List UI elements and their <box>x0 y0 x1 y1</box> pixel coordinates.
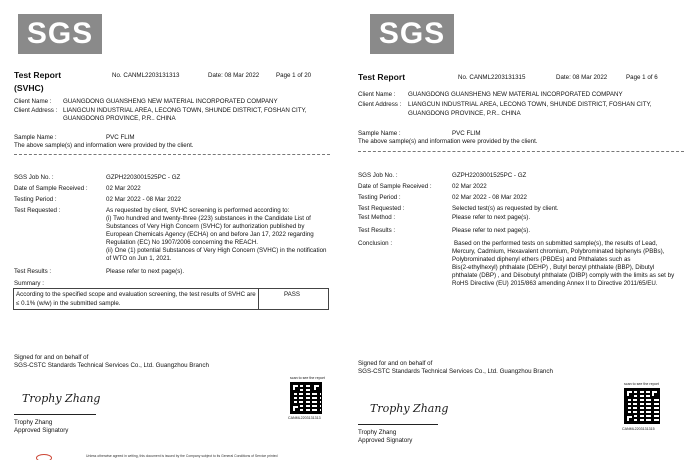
testing-period-label: Testing Period : <box>14 196 57 203</box>
scan-note: scan to see the report <box>290 376 325 380</box>
sgs-logo: SGS <box>18 14 102 54</box>
client-name: GUANGDONG GUANSHENG NEW MATERIAL INCORPORATED COMPANY <box>63 98 278 105</box>
signature-line <box>358 424 438 425</box>
sgs-job-label: SGS Job No. : <box>358 172 398 179</box>
conclusion-line: Based on the performed tests on submitted sample(s), the results of Lead, <box>454 240 658 247</box>
report-number: No. CANML2203131315 <box>458 74 526 81</box>
date-received: 02 Mar 2022 <box>106 185 141 192</box>
client-name-label: Client Name : <box>14 98 52 105</box>
signatory-name: Trophy Zhang <box>358 429 397 436</box>
provided-note: The above sample(s) and information were provided by the client. <box>14 142 194 149</box>
test-requested-line: (i) Two hundred and twenty-three (223) substances in the Candidate List of <box>106 215 311 222</box>
signature-line <box>14 414 96 415</box>
test-requested-label: Test Requested : <box>14 207 61 214</box>
sample-name-label: Sample Name : <box>358 130 401 137</box>
signatory-title: Approved Signatory <box>14 427 69 434</box>
test-results-label: Test Results : <box>358 227 396 234</box>
report-page-rohs <box>350 0 690 460</box>
page-number: Page 1 of 6 <box>626 74 658 81</box>
report-date: Date: 08 Mar 2022 <box>556 74 608 81</box>
test-requested-label: Test Requested : <box>358 205 405 212</box>
signature: Trophy Zhang <box>22 392 101 405</box>
client-address-label: Client Address : <box>14 107 58 114</box>
conclusion-line: Mercury, Cadmium, Hexavalent chromium, Polybrominated biphenyls (PBBs), <box>452 248 665 255</box>
qr-caption: CANML2203131313 <box>288 416 321 420</box>
summary-text-line2: ≤ 0.1% (w/w) in the submitted sample. <box>16 300 121 307</box>
test-requested: Selected test(s) as requested by client. <box>452 205 559 212</box>
date-received-label: Date of Sample Received : <box>358 183 432 190</box>
sgs-logo: SGS <box>370 14 454 54</box>
conclusion-line: RoHS Directive (EU) 2015/863 amending Annex II to Directive 2011/65/EU. <box>452 280 658 287</box>
test-requested-line: As requested by client, SVHC screening is performed according to: <box>106 207 290 214</box>
report-date: Date: 08 Mar 2022 <box>208 72 260 79</box>
page-number: Page 1 of 20 <box>276 72 312 79</box>
test-requested-line: (ii) One (1) potential Substances of Very High Concern (SVHC) in the notification <box>106 247 327 254</box>
testing-period: 02 Mar 2022 - 08 Mar 2022 <box>452 194 527 201</box>
provided-note: The above sample(s) and information were provided by the client. <box>358 138 538 145</box>
signatory-name: Trophy Zhang <box>14 419 53 426</box>
signed-on-behalf: Signed for and on behalf of <box>358 360 433 367</box>
qr-finder <box>312 383 321 392</box>
qr-finder <box>291 383 300 392</box>
report-subtitle: (SVHC) <box>14 83 44 93</box>
client-name: GUANGDONG GUANSHENG NEW MATERIAL INCORPORATED COMPANY <box>408 91 623 98</box>
client-name-label: Client Name : <box>358 91 396 98</box>
conclusion-line: phthalate (DBP) , and Diisobutyl phthalate (DIBP) comply with the limits as set by <box>452 272 675 279</box>
summary-result: PASS <box>284 291 301 298</box>
client-address-line2: GUANGDONG PROVINCE, P.R.. CHINA <box>63 115 176 122</box>
sgs-job-number: GZPH2203001525PC - GZ <box>106 174 181 181</box>
sgs-job-number: GZPH2203001525PC - GZ <box>452 172 527 179</box>
footer-logo <box>36 454 52 460</box>
divider <box>358 151 684 152</box>
sample-name-label: Sample Name : <box>14 134 57 141</box>
divider <box>14 154 330 155</box>
signatory-title: Approved Signatory <box>358 437 413 444</box>
conclusion-line: Bis(2-ethylhexyl) phthalate (DEHP) , Butyl benzyl phthalate (BBP), Dibutyl <box>452 264 655 271</box>
testing-period: 02 Mar 2022 - 08 Mar 2022 <box>106 196 181 203</box>
test-requested-line: Substances of Very High Concern (SVHC) for authorization published by <box>106 223 305 230</box>
test-results-label: Test Results : <box>14 268 52 275</box>
scan-note: scan to see the report <box>624 382 659 386</box>
date-received-label: Date of Sample Received : <box>14 185 88 192</box>
sample-name: PVC FLIM <box>106 134 135 141</box>
client-address-label: Client Address : <box>358 101 402 108</box>
summary-label: Summary : <box>14 280 44 287</box>
sgs-job-label: SGS Job No. : <box>14 174 54 181</box>
signing-company: SGS-CSTC Standards Technical Services Co., Ltd. Guangzhou Branch <box>358 368 553 375</box>
conclusion-label: Conclusion : <box>358 240 393 247</box>
qr-finder <box>650 389 659 398</box>
sample-name: PVC FLIM <box>452 130 481 137</box>
client-address-line1: LIANGCUN INDUSTRIAL AREA, LECONG TOWN, SHUNDE DISTRICT, FOSHAN CITY, <box>63 107 307 114</box>
testing-period-label: Testing Period : <box>358 194 401 201</box>
qr-finder <box>291 404 300 413</box>
test-results: Please refer to next page(s). <box>452 227 531 234</box>
test-method: Please refer to next page(s). <box>452 214 531 221</box>
client-address-line2: GUANGDONG PROVINCE, P.R.. CHINA <box>408 110 521 117</box>
report-title: Test Report <box>14 70 62 80</box>
test-method-label: Test Method : <box>358 214 396 221</box>
report-title: Test Report <box>358 72 406 82</box>
footer-note: Unless otherwise agreed in writing, this document is issued by the Company subject to its General Conditions of Service printed <box>86 454 278 458</box>
qr-finder <box>625 414 634 423</box>
qr-finder <box>625 389 634 398</box>
signed-on-behalf: Signed for and on behalf of <box>14 354 89 361</box>
conclusion-line: Polybrominated diphenyl ethers (PBDEs) and Phthalates such as <box>452 256 631 263</box>
date-received: 02 Mar 2022 <box>452 183 487 190</box>
summary-text-line1: According to the specified scope and evaluation screening, the test results of SVHC are <box>16 291 256 298</box>
signing-company: SGS-CSTC Standards Technical Services Co., Ltd. Guangzhou Branch <box>14 362 209 369</box>
test-requested-line: Regulation (EC) No 1907/2006 concerning the REACH. <box>106 239 259 246</box>
test-requested-line: European Chemicals Agency (ECHA) on and before Jan 17, 2022 regarding <box>106 231 314 238</box>
client-address-line1: LIANGCUN INDUSTRIAL AREA, LECONG TOWN, SHUNDE DISTRICT, FOSHAN CITY, <box>408 101 652 108</box>
report-page-svhc <box>0 0 340 460</box>
test-results: Please refer to next page(s). <box>106 268 185 275</box>
report-number: No. CANML2203131313 <box>112 72 180 79</box>
qr-caption: CANML2203131315 <box>622 427 655 431</box>
test-requested-line: of WTO on Jun 1, 2021. <box>106 255 172 262</box>
signature: Trophy Zhang <box>370 402 449 415</box>
